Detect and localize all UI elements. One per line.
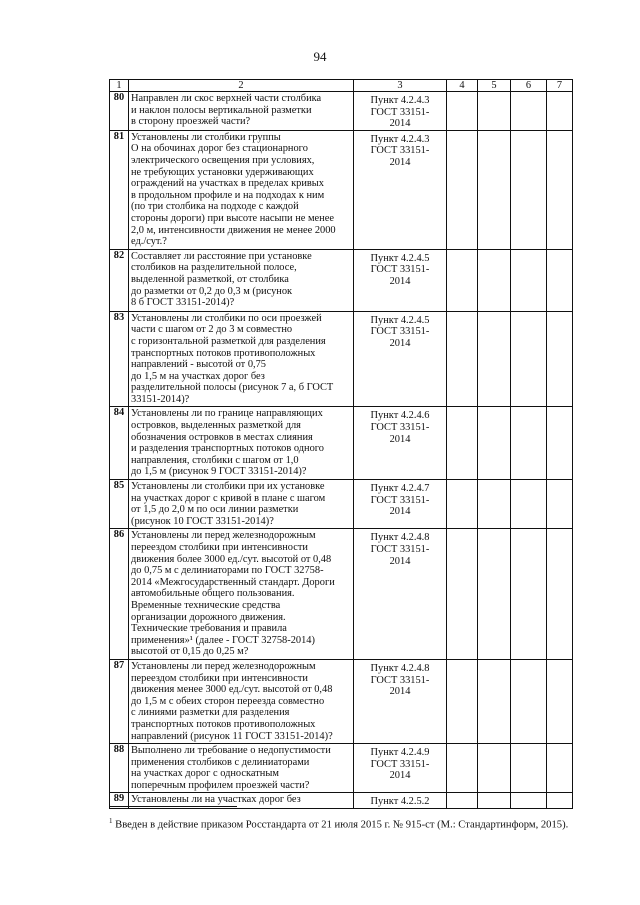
answer-cell xyxy=(511,744,547,793)
reference-cell: Пункт 4.2.4.3 ГОСТ 33151- 2014 xyxy=(354,130,447,249)
answer-cell xyxy=(478,529,511,660)
answer-cell xyxy=(547,130,573,249)
answer-cell xyxy=(511,659,547,743)
reference-cell: Пункт 4.2.5.2 xyxy=(354,793,447,809)
footnote-text: Введен в действие приказом Росстандарта от 21 июля 2015 г. № 915-ст (М.: Стандартинформ, 2015). xyxy=(115,819,569,831)
row-number: 83 xyxy=(110,311,129,407)
reference-cell: Пункт 4.2.4.3 ГОСТ 33151- 2014 xyxy=(354,92,447,131)
reference-cell: Пункт 4.2.4.7 ГОСТ 33151- 2014 xyxy=(354,480,447,529)
answer-cell xyxy=(447,744,478,793)
answer-cell xyxy=(547,480,573,529)
answer-cell xyxy=(511,130,547,249)
reference-cell: Пункт 4.2.4.5 ГОСТ 33151- 2014 xyxy=(354,311,447,407)
answer-cell xyxy=(511,249,547,311)
row-number: 84 xyxy=(110,407,129,480)
footnote-marker: 1 xyxy=(109,817,113,825)
question-cell: Установлены ли столбики при их установке на участках дорог с кривой в плане с шагом от 1,5 до 2,0 м по оси линии разметки (рисунок 10 ГОСТ 33151-2014)? xyxy=(129,480,354,529)
header-col-4: 4 xyxy=(447,80,478,92)
answer-cell xyxy=(547,249,573,311)
question-cell: Выполнено ли требование о недопустимости применения столбиков с делиниаторами на участках дорог с односкатным поперечным профилем проезжей части? xyxy=(129,744,354,793)
footnote xyxy=(109,817,568,831)
table-row xyxy=(110,659,573,743)
answer-cell xyxy=(478,311,511,407)
answer-cell xyxy=(478,480,511,529)
answer-cell xyxy=(511,793,547,809)
table-row xyxy=(110,311,573,407)
question-cell: Установлены ли перед железнодорожным переездом столбики при интенсивности движения менее 3000 ед./сут. высотой от 0,48 до 1,5 м с обеих сторон переезда совместно с линиями разметки для разделения транспортных потоков противоположных направлений (рисунок 11 ГОСТ 33151-2014)? xyxy=(129,659,354,743)
row-number: 81 xyxy=(110,130,129,249)
answer-cell xyxy=(447,793,478,809)
answer-cell xyxy=(547,659,573,743)
header-col-3: 3 xyxy=(354,80,447,92)
header-col-2: 2 xyxy=(129,80,354,92)
answer-cell xyxy=(511,92,547,131)
table-row xyxy=(110,480,573,529)
question-cell: Установлены ли по границе направляющих островков, выделенных разметкой для обозначения островков в местах слияния и разделения транспортных потоков одного направления, столбики с шагом от 1,0 до 1,5 м (рисунок 9 ГОСТ 33151-2014)? xyxy=(129,407,354,480)
answer-cell xyxy=(511,480,547,529)
answer-cell xyxy=(478,130,511,249)
answer-cell xyxy=(447,311,478,407)
question-cell: Составляет ли расстояние при установке столбиков на разделительной полосе, выделенной разметкой, от столбика до разметки от 0,2 до 0,3 м (рисунок 8 б ГОСТ 33151-2014)? xyxy=(129,249,354,311)
answer-cell xyxy=(447,529,478,660)
answer-cell xyxy=(547,529,573,660)
row-number: 80 xyxy=(110,92,129,131)
header-col-5: 5 xyxy=(478,80,511,92)
answer-cell xyxy=(447,659,478,743)
answer-cell xyxy=(478,793,511,809)
reference-cell: Пункт 4.2.4.8 ГОСТ 33151- 2014 xyxy=(354,659,447,743)
table-row xyxy=(110,249,573,311)
table-row xyxy=(110,130,573,249)
answer-cell xyxy=(447,130,478,249)
checklist-table xyxy=(109,79,573,809)
answer-cell xyxy=(447,249,478,311)
reference-cell: Пункт 4.2.4.9 ГОСТ 33151- 2014 xyxy=(354,744,447,793)
header-col-7: 7 xyxy=(547,80,573,92)
answer-cell xyxy=(511,407,547,480)
row-number: 89 xyxy=(110,793,129,809)
answer-cell xyxy=(478,92,511,131)
row-number: 86 xyxy=(110,529,129,660)
reference-cell: Пункт 4.2.4.5 ГОСТ 33151- 2014 xyxy=(354,249,447,311)
page-number: 94 xyxy=(313,49,327,64)
answer-cell xyxy=(447,407,478,480)
header-col-6: 6 xyxy=(511,80,547,92)
answer-cell xyxy=(478,407,511,480)
answer-cell xyxy=(547,744,573,793)
question-cell: Установлены ли на участках дорог без xyxy=(129,793,354,809)
question-cell: Направлен ли скос верхней части столбика и наклон полосы вертикальной разметки в сторону проезжей части? xyxy=(129,92,354,131)
row-number: 88 xyxy=(110,744,129,793)
answer-cell xyxy=(511,529,547,660)
answer-cell xyxy=(478,659,511,743)
answer-cell xyxy=(447,480,478,529)
question-cell: Установлены ли перед железнодорожным переездом столбики при интенсивности движения более 3000 ед./сут. высотой от 0,48 до 0,75 м с делиниаторами по ГОСТ 32758- 2014 «Межгосударственный стандарт. Дороги автомобильные общего пользования. Временные технические средства организации дорожного движения. Технические требования и правила применения»¹ (далее - ГОСТ 32758-2014) высотой от 0,15 до 0,25 м? xyxy=(129,529,354,660)
answer-cell xyxy=(547,407,573,480)
reference-cell: Пункт 4.2.4.8 ГОСТ 33151- 2014 xyxy=(354,529,447,660)
answer-cell xyxy=(547,311,573,407)
table-row xyxy=(110,529,573,660)
answer-cell xyxy=(547,92,573,131)
header-row xyxy=(110,80,573,92)
answer-cell xyxy=(547,793,573,809)
table-row xyxy=(110,92,573,131)
reference-cell: Пункт 4.2.4.6 ГОСТ 33151- 2014 xyxy=(354,407,447,480)
row-number: 85 xyxy=(110,480,129,529)
footnote-separator xyxy=(109,806,237,807)
row-number: 82 xyxy=(110,249,129,311)
table-row xyxy=(110,744,573,793)
answer-cell xyxy=(478,744,511,793)
answer-cell xyxy=(511,311,547,407)
answer-cell xyxy=(478,249,511,311)
question-cell: Установлены ли столбики группы О на обочинах дорог без стационарного электрического освещения при условиях, не требующих установки удерживающих ограждений на участках в пределах кривых в продольном профиле и на подходах к ним (по три столбика на подходе с каждой стороны дороги) при высоте насыпи не менее 2,0 м, интенсивности движения не менее 2000 ед./сут.? xyxy=(129,130,354,249)
answer-cell xyxy=(447,92,478,131)
row-number: 87 xyxy=(110,659,129,743)
table-row xyxy=(110,407,573,480)
question-cell: Установлены ли столбики по оси проезжей части с шагом от 2 до 3 м совместно с горизонтальной разметкой для разделения транспортных потоков противоположных направлений - высотой от 0,75 до 1,5 м на участках дорог без разделительной полосы (рисунок 7 а, б ГОСТ 33151-2014)? xyxy=(129,311,354,407)
header-col-1: 1 xyxy=(110,80,129,92)
